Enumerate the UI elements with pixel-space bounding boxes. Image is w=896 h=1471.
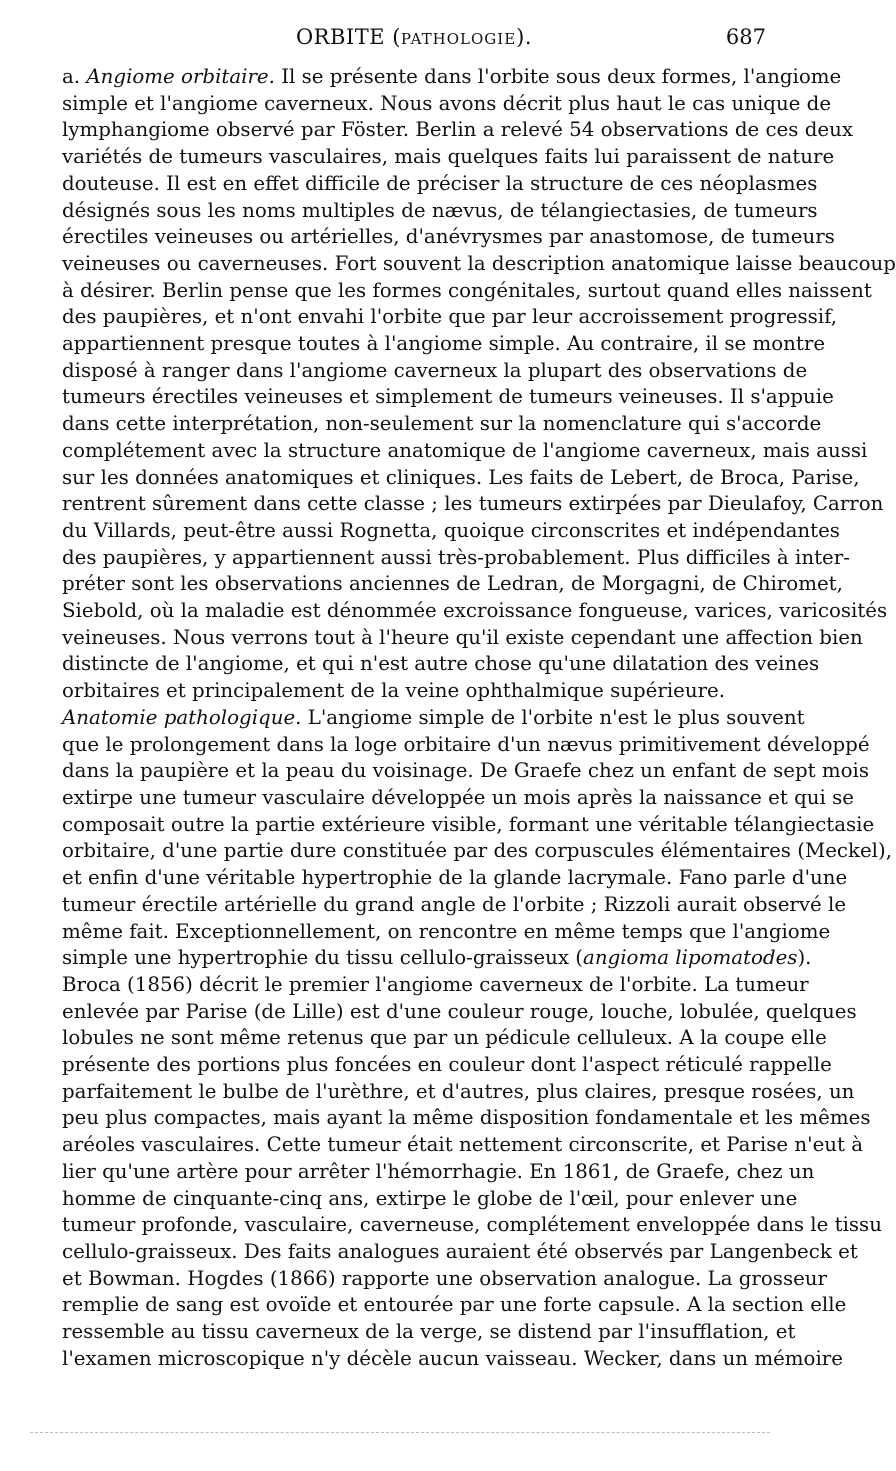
text-line: Broca (1856) décrit le premier l'angiome caverneux de l'orbite. La tumeur [62,972,809,996]
text-line: homme de cinquante-cinq ans, extirpe le globe de l'œil, pour enlever une [62,1186,798,1210]
text-line: tumeur profonde, vasculaire, caverneuse, complétement enveloppée dans le tissu [62,1213,882,1237]
text-line: remplie de sang est ovoïde et entourée par une forte capsule. A la section elle [62,1293,847,1317]
text-line: dans la paupière et la peau du voisinage. De Graefe chez un enfant de sept mois [62,759,870,783]
text-line: Siebold, où la maladie est dénommée excroissance fongueuse, varices, varicosités [62,599,888,623]
text-line: lier qu'une artère pour arrêter l'hémorrhagie. En 1861, de Graefe, chez un [62,1159,815,1183]
text-line: veineuses ou caverneuses. Fort souvent la description anatomique laisse beaucoup [62,251,896,275]
italic-text: angioma lipomatodes [583,946,798,970]
text-line: sur les données anatomiques et cliniques. Les faits de Lebert, de Broca, Parise, [62,465,860,489]
running-title-smallcaps: PATHOLOGIE [400,30,517,48]
text-line: désignés sous les noms multiples de nævus, de télangiectasies, de tumeurs [62,198,818,222]
text-line: érectiles veineuses ou artérielles, d'anévrysmes par anastomose, de tumeurs [62,225,835,249]
paragraph [62,705,893,972]
running-title-end: ). [516,25,533,49]
text-line: variétés de tumeurs vasculaires, mais quelques faits lui paraissent de nature [62,145,835,169]
page-number: 687 [725,25,766,49]
paragraph [62,972,882,1373]
text-line: lobules ne sont même retenus que par un pédicule celluleux. A la coupe elle [62,1026,827,1050]
text-line: distincte de l'angiome, et qui n'est autre chose qu'une dilatation des veines [62,652,820,676]
footer-rule [30,1432,770,1433]
text-line: complétement avec la structure anatomique de l'angiome caverneux, mais aussi [62,438,868,462]
text-line: même fait. Exceptionnellement, on rencontre en même temps que l'angiome [62,919,831,943]
text-line: tumeur érectile artérielle du grand angle de l'orbite ; Rizzoli aurait observé le [62,892,847,916]
text-line: présente des portions plus foncées en couleur dont l'aspect réticulé rappelle [62,1053,832,1077]
text-line: aréoles vasculaires. Cette tumeur était nettement circonscrite, et Parise n'eut à [62,1133,864,1157]
text-line: composait outre la partie extérieure visible, formant une véritable télangiectasie [62,812,875,836]
text-line: l'examen microscopique n'y décèle aucun vaisseau. Wecker, dans un mémoire [62,1346,843,1370]
text-line: veineuses. Nous verrons tout à l'heure qu'il existe cependant une affection bien [62,625,863,649]
text-line: appartiennent presque toutes à l'angiome simple. Au contraire, il se montre [62,332,826,356]
text-line: extirpe une tumeur vasculaire développée un mois après la naissance et qui se [62,785,854,809]
text-line: lymphangiome observé par Föster. Berlin a relevé 54 observations de ces deux [62,118,853,142]
text-line: disposé à ranger dans l'angiome caverneux la plupart des observations de [62,358,808,382]
text-line: simple une hypertrophie du tissu cellulo-graisseux (angioma lipomatodes). [62,946,812,970]
text-line: ressemble au tissu caverneux de la verge, se distend par l'insufflation, et [62,1320,796,1344]
paragraph [62,64,896,705]
text-line: peu plus compactes, mais ayant la même disposition fondamentale et les mêmes [62,1106,871,1130]
text-line: des paupières, et n'ont envahi l'orbite que par leur accroissement progressif, [62,305,838,329]
text-line: a. Angiome orbitaire. Il se présente dans l'orbite sous deux formes, l'angiome [62,65,842,88]
text-line: orbitaires et principalement de la veine ophthalmique supérieure. [62,679,726,703]
text-line: orbitaire, d'une partie dure constituée par des corpuscules élémentaires (Meckel), [62,839,893,863]
page-header [62,22,766,52]
text-line: tumeurs érectiles veineuses et simplement de tumeurs veineuses. Il s'appuie [62,385,834,409]
italic-text: Angiome orbitaire. [86,65,275,88]
text-line: cellulo-graisseux. Des faits analogues auraient été observés par Langenbeck et [62,1239,858,1263]
running-title-main: ORBITE ( [295,25,401,49]
text-line: à désirer. Berlin pense que les formes congénitales, surtout quand elles naissent [62,278,872,302]
text-line: des paupières, y appartiennent aussi très-probablement. Plus difficiles à inter- [62,545,850,569]
text-line: simple et l'angiome caverneux. Nous avons décrit plus haut le cas unique de [62,91,832,115]
running-title [62,22,766,54]
text-line: préter sont les observations anciennes de Ledran, de Morgagni, de Chiromet, [62,572,843,596]
text-line: et enfin d'une véritable hypertrophie de la glande lacrymale. Fano parle d'une [62,866,848,890]
text-line: enlevée par Parise (de Lille) est d'une couleur rouge, louche, lobulée, quelques [62,999,857,1023]
text-line: dans cette interprétation, non-seulement sur la nomenclature qui s'accorde [62,412,822,436]
text-line: parfaitement le bulbe de l'urèthre, et d'autres, plus claires, presque rosées, un [62,1079,855,1103]
text-line: douteuse. Il est en effet difficile de préciser la structure de ces néoplasmes [62,171,818,195]
text-line: que le prolongement dans la loge orbitaire d'un nævus primitivement développé [62,732,870,756]
text-line: et Bowman. Hogdes (1866) rapporte une observation analogue. La grosseur [62,1266,828,1290]
body-text [62,64,896,1372]
text-line: du Villards, peut-être aussi Rognetta, quoique circonscrites et indépendantes [62,518,840,542]
text-line: Anatomie pathologique. L'angiome simple de l'orbite n'est le plus souvent [62,705,805,729]
italic-text: Anatomie pathologique. [62,705,302,729]
text-line: rentrent sûrement dans cette classe ; les tumeurs extirpées par Dieulafoy, Carron [62,492,884,516]
